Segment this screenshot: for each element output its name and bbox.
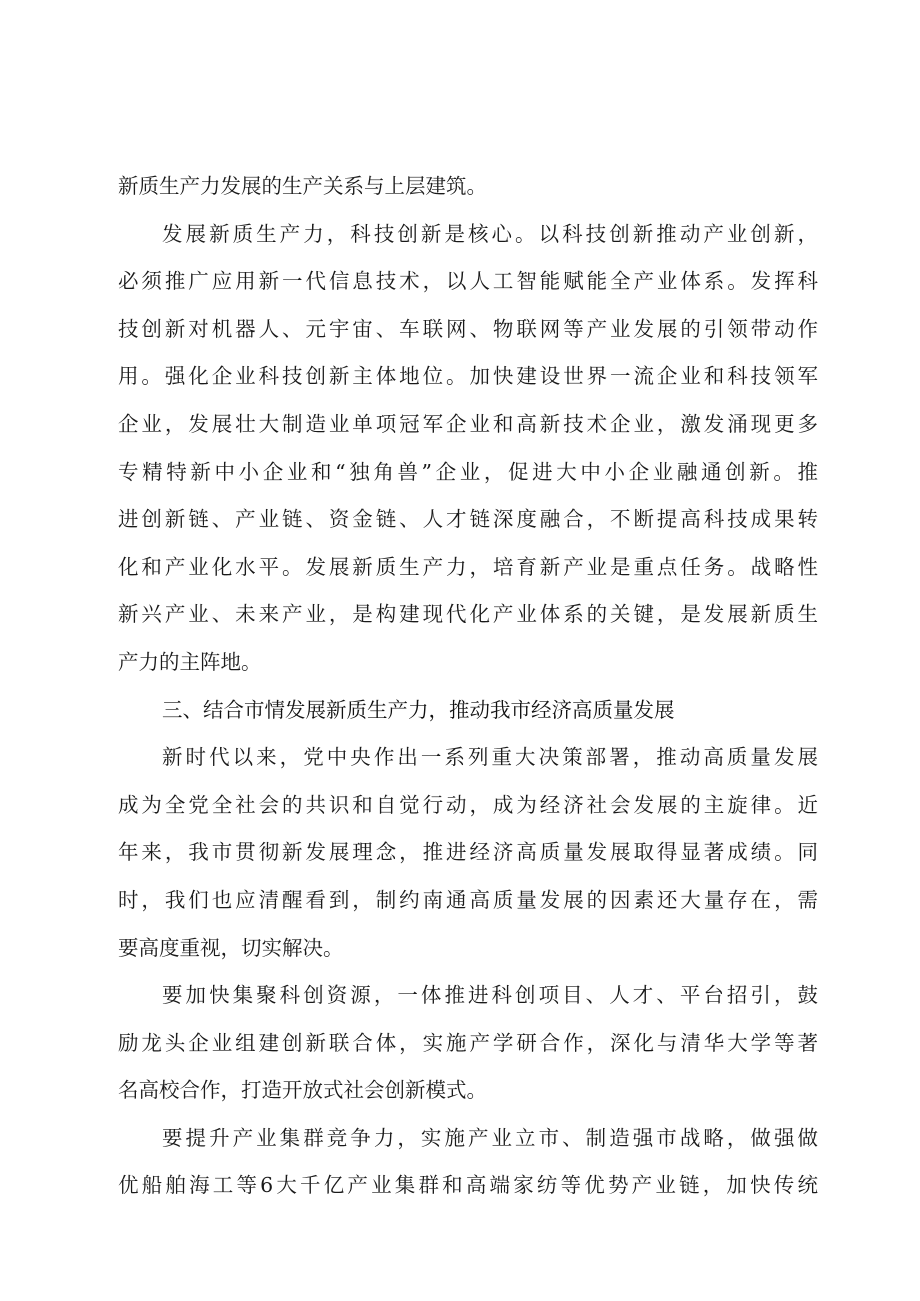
text-line: 企业，发展壮大制造业单项冠军企业和高新技术企业，激发涌现更多 [118,411,818,436]
section-heading-block [118,687,818,735]
text-line: 技创新对机器人、元宇宙、车联网、物联网等产业发展的引领带动作 [118,316,818,341]
paragraph [118,211,818,687]
paragraph [118,1115,818,1210]
text-line: 进创新链、产业链、资金链、人才链深度融合，不断提高科技成果转 [118,507,818,532]
section-heading: 三、结合市情发展新质生产力，推动我市经济高质量发展 [162,697,675,722]
paragraph [118,972,818,1115]
text-line: 新时代以来，党中央作出一系列重大决策部署，推动高质量发展 [162,745,818,770]
text-line: 新兴产业、未来产业，是构建现代化产业体系的关键，是发展新质生 [118,602,818,627]
text-line: 励龙头企业组建创新联合体，实施产学研合作，深化与清华大学等著 [118,1030,818,1055]
text-line: 要提升产业集群竞争力，实施产业立市、制造强市战略，做强做 [162,1125,818,1150]
text-line: 产力的主阵地。 [118,649,262,674]
text-line: 优船舶海工等6大千亿产业集群和高端家纺等优势产业链，加快传统 [118,1173,818,1198]
text-line: 要加快集聚科创资源，一体推进科创项目、人才、平台招引，鼓 [162,983,818,1008]
text-line: 新质生产力发展的生产关系与上层建筑。 [118,174,487,198]
text-line: 专精特新中小企业和“独角兽”企业，促进大中小企业融通创新。推 [118,459,818,484]
paragraph [118,734,818,972]
paragraph [118,163,818,211]
text-line: 发展新质生产力，科技创新是核心。以科技创新推动产业创新， [162,221,818,246]
text-line: 时，我们也应清醒看到，制约南通高质量发展的因素还大量存在，需 [118,887,818,912]
document-body [118,163,818,1210]
text-line: 化和产业化水平。发展新质生产力，培育新产业是重点任务。战略性 [118,554,818,579]
text-line: 要高度重视，切实解决。 [118,935,344,960]
text-line: 成为全党全社会的共识和自觉行动，成为经济社会发展的主旋律。近 [118,792,818,817]
text-line: 年来，我市贯彻新发展理念，推进经济高质量发展取得显著成绩。同 [118,840,818,865]
text-line: 必须推广应用新一代信息技术，以人工智能赋能全产业体系。发挥科 [118,269,818,294]
text-line: 用。强化企业科技创新主体地位。加快建设世界一流企业和科技领军 [118,364,818,389]
text-line: 名高校合作，打造开放式社会创新模式。 [118,1078,487,1103]
